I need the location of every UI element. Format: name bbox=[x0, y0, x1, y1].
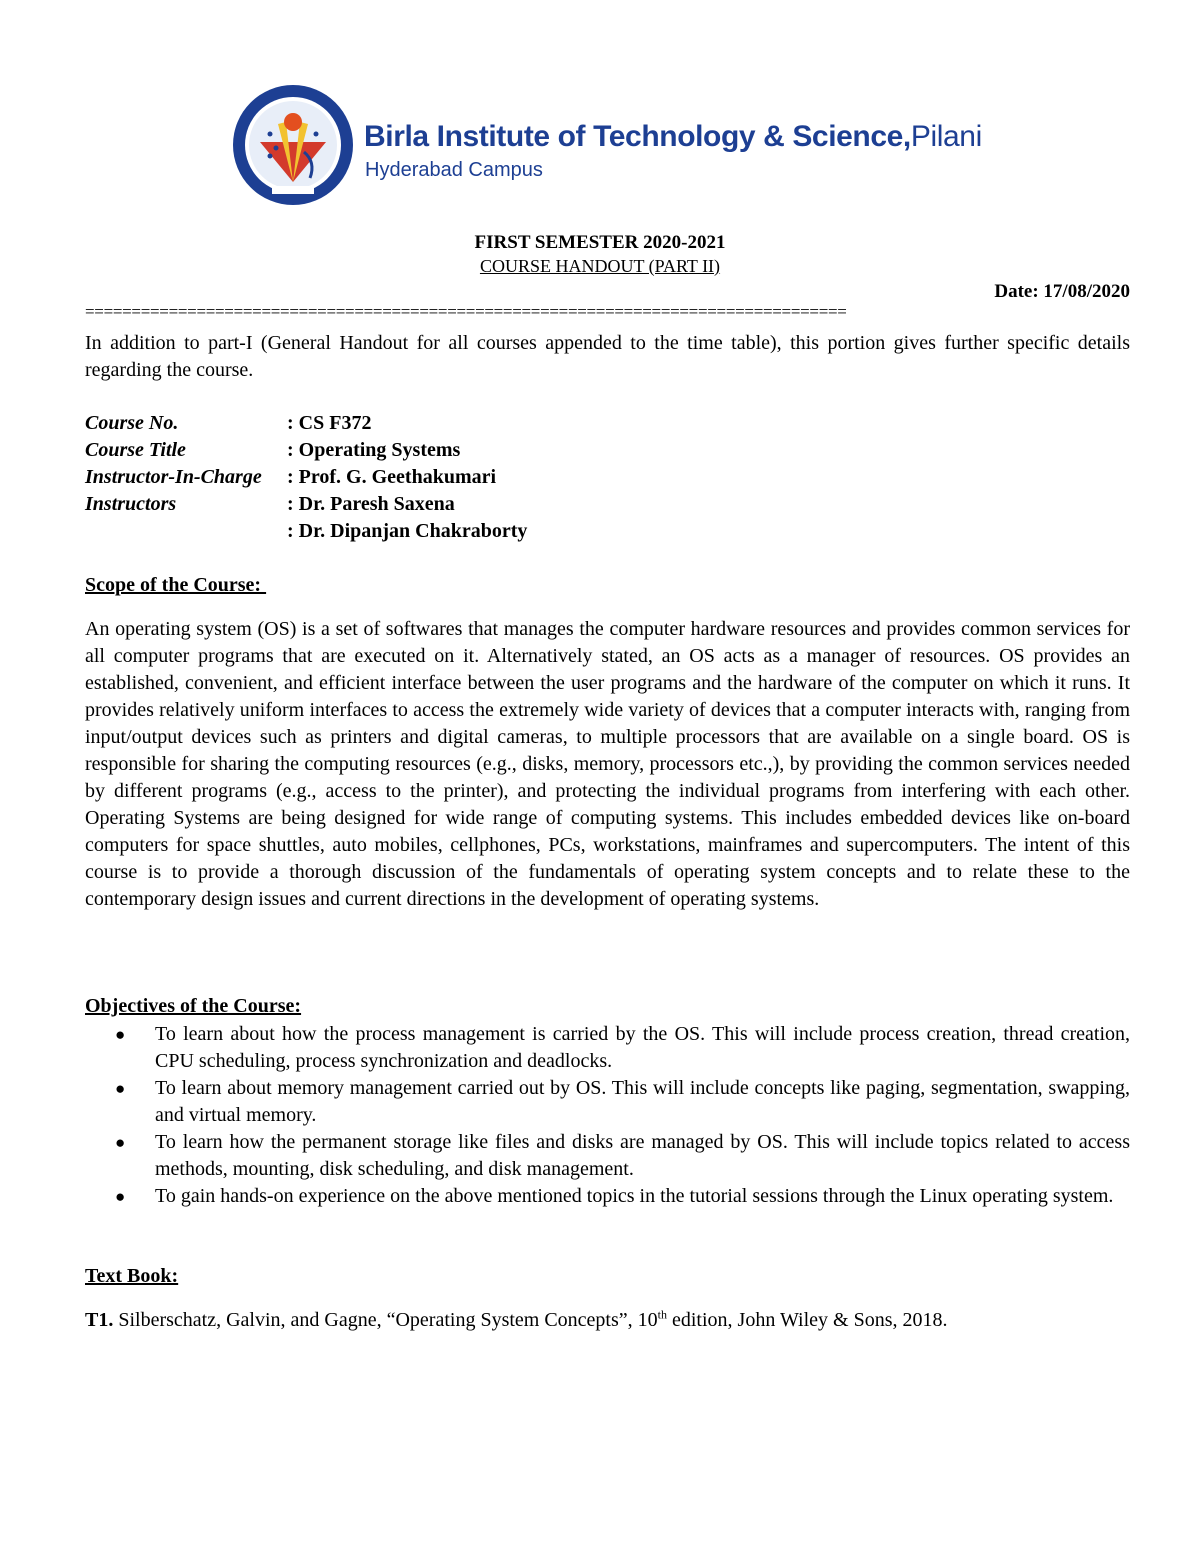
instructors-label-empty bbox=[85, 518, 287, 545]
course-info-row bbox=[85, 437, 527, 464]
instructor-value: : Dr. Dipanjan Chakraborty bbox=[287, 520, 528, 542]
objective-text: To learn how the permanent storage like files and disks are managed by OS. This will include topics related to access methods, mounting, disk scheduling, and disk management. bbox=[155, 1131, 1130, 1180]
objective-text: To learn about how the process management is carried by the OS. This will include process creation, thread creation, CPU scheduling, process synchronization and deadlocks. bbox=[155, 1023, 1130, 1072]
instructor-value: : Dr. Paresh Saxena bbox=[287, 493, 455, 515]
course-info-row bbox=[85, 491, 527, 518]
textbook-citation-end: edition, John Wiley & Sons, 2018. bbox=[667, 1309, 948, 1331]
bullet-icon: ● bbox=[115, 1079, 126, 1098]
institute-city: Pilani bbox=[910, 120, 982, 153]
list-item bbox=[85, 1021, 1130, 1075]
course-info bbox=[85, 410, 527, 545]
semester-title: FIRST SEMESTER 2020-2021 bbox=[474, 232, 726, 253]
objectives-list bbox=[85, 1021, 1130, 1210]
course-info-row bbox=[85, 410, 527, 437]
separator-line: ================================================================================== bbox=[85, 304, 847, 320]
course-info-row bbox=[85, 464, 527, 491]
institute-name-main: Birla Institute of Technology & Science, bbox=[364, 120, 911, 153]
textbook-entry bbox=[85, 1307, 948, 1334]
textbook-edition-suffix: th bbox=[657, 1307, 667, 1322]
objective-text: To learn about memory management carried out by OS. This will include concepts like paging, segmentation, swapping, and virtual memory. bbox=[155, 1077, 1130, 1126]
bullet-icon: ● bbox=[115, 1133, 126, 1152]
intro-paragraph: In addition to part-I (General Handout for all courses appended to the time table), this portion gives further specific details regarding the course. bbox=[85, 332, 1130, 381]
list-item bbox=[85, 1129, 1130, 1183]
course-title-label: Course Title bbox=[85, 439, 186, 461]
campus-name: Hyderabad Campus bbox=[365, 159, 543, 181]
instructor-in-charge-label: Instructor-In-Charge bbox=[85, 466, 262, 488]
objective-text: To gain hands-on experience on the above mentioned topics in the tutorial sessions through the Linux operating system. bbox=[155, 1185, 1114, 1207]
handout-date: Date: 17/08/2020 bbox=[994, 281, 1130, 302]
course-title-value: : Operating Systems bbox=[287, 439, 461, 461]
textbook-id: T1. bbox=[85, 1309, 114, 1331]
institute-name bbox=[364, 120, 982, 154]
textbook-heading: Text Book: bbox=[85, 1265, 179, 1287]
list-item bbox=[85, 1075, 1130, 1129]
bullet-icon: ● bbox=[115, 1187, 126, 1206]
objectives-heading: Objectives of the Course: bbox=[85, 995, 302, 1017]
bullet-icon: ● bbox=[115, 1025, 126, 1044]
list-item bbox=[85, 1183, 1130, 1210]
course-number-value: : CS F372 bbox=[287, 412, 372, 434]
course-info-row bbox=[85, 518, 527, 545]
scope-paragraph: An operating system (OS) is a set of softwares that manages the computer hardware resources and provides common services for all computer programs that are executed on it. Alternatively stated, an OS acts as a manager of resources. OS provides an established, convenient, and efficient interface between the user programs and the hardware of the computer on which it runs. It provides relatively uniform interfaces to access the extremely wide variety of devices that a computer interacts with, ranging from input/output devices such as printers and digital cameras, to multiple processors that are available on a single board. OS is responsible for sharing the computing resources (e.g., disks, memory, processors etc.,), by providing the common services needed by different programs (e.g., access to the printer), and protecting the individual programs from interfering with each other. Operating Systems are being designed for wide range of computing systems. This includes embedded devices like on-board computers for space shuttles, auto mobiles, cellphones, PCs, workstations, mainframes and supercomputers. The intent of this course is to provide a thorough discussion of the fundamentals of operating system concepts and to relate these to the contemporary design issues and current directions in the development of operating systems. bbox=[85, 618, 1130, 910]
textbook-citation-start: Silberschatz, Galvin, and Gagne, “Operating System Concepts”, 10 bbox=[113, 1309, 658, 1331]
institute-seal-icon bbox=[230, 82, 356, 208]
instructor-in-charge-value: : Prof. G. Geethakumari bbox=[287, 466, 497, 488]
scope-heading: Scope of the Course: bbox=[85, 574, 267, 596]
institute-letterhead bbox=[228, 78, 988, 228]
instructors-label: Instructors bbox=[85, 493, 177, 515]
handout-title: COURSE HANDOUT (PART II) bbox=[479, 256, 721, 276]
course-number-label: Course No. bbox=[85, 412, 179, 434]
